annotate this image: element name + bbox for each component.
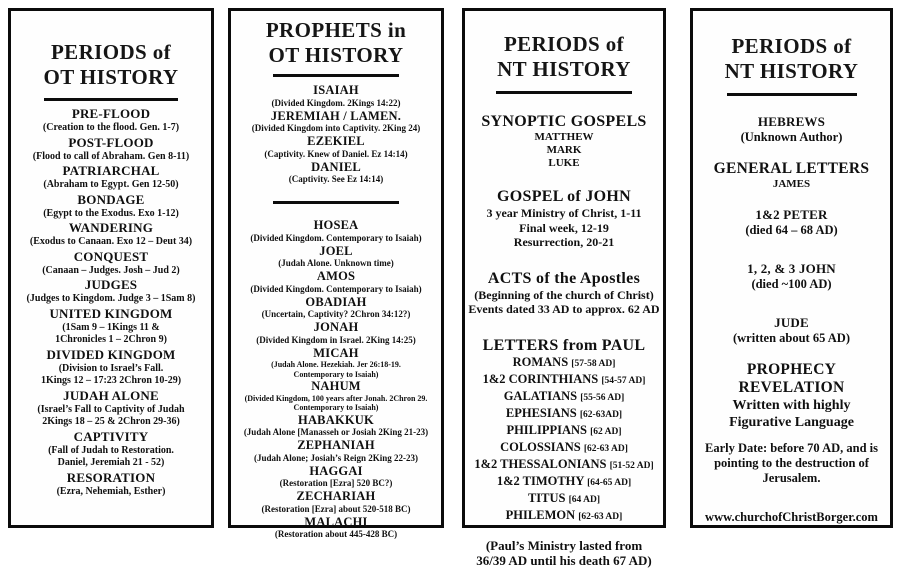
book-date: [54-57 AD]	[601, 375, 646, 386]
entry-heading: WANDERING	[68, 220, 154, 235]
book-name: 1&2 TIMOTHY	[496, 473, 588, 488]
entry-description: (Judah Alone. Hezekiah. Jer 26:18-19.	[271, 360, 401, 369]
panel-title	[465, 11, 663, 82]
entry-heading: NAHUM	[311, 379, 361, 393]
entry-description: (Captivity. See Ez 14:14)	[288, 174, 384, 184]
section-divider	[273, 201, 399, 204]
list-item: MATTHEW	[534, 131, 594, 143]
book-date: [62-63 AD]	[578, 511, 623, 522]
entry-description: (Unknown Author)	[740, 130, 843, 144]
spacer	[465, 250, 663, 269]
entry-heading: UNITED KINGDOM	[49, 305, 173, 321]
panel-title	[11, 11, 211, 90]
entry-description: 1Chronicles 1 – 2Chron 9)	[55, 334, 167, 345]
book-date: [64-65 AD]	[587, 477, 632, 488]
section-heading: GENERAL LETTERS	[713, 160, 870, 177]
entry-heading: CONQUEST	[73, 248, 149, 264]
spacer	[693, 431, 890, 441]
entry-heading: DANIEL	[311, 159, 361, 174]
entry-description: (Canaan – Judges. Josh – Jud 2)	[42, 264, 180, 276]
book-name: ROMANS	[512, 354, 572, 369]
panel-ot-periods	[8, 8, 214, 528]
entry-heading: JUDE	[774, 314, 809, 330]
book-name: 1&2 THESSALONIANS	[474, 456, 610, 471]
spacer	[693, 104, 890, 114]
panel-title-line1: PERIODS of	[50, 40, 172, 64]
panel-title-line2: NT HISTORY	[724, 59, 859, 83]
panel-ot-prophets	[228, 8, 444, 539]
entry-description: (died ~100 AD)	[751, 276, 832, 291]
entry-heading: OBADIAH	[305, 294, 367, 309]
section-divider	[273, 74, 399, 77]
entry-description: (Israel’s Fall to Captivity of Judah	[37, 403, 185, 415]
entry-description: (written about 65 AD)	[732, 330, 850, 345]
panel-body	[693, 93, 890, 525]
entry-heading: 1, 2, & 3 JOHN	[747, 260, 836, 276]
entry-description: (Division to Israel’s Fall.	[58, 362, 164, 374]
book-entry	[465, 423, 663, 440]
entry-description: (Creation to the flood. Gen. 1-7)	[42, 122, 180, 133]
entry-heading: JUDGES	[84, 277, 138, 292]
list-item: JAMES	[772, 178, 811, 190]
book-date: [55-56 AD]	[580, 392, 625, 403]
entry-description: (died 64 – 68 AD)	[745, 222, 838, 237]
list-item: MARK	[546, 144, 582, 156]
panel-title-line2: OT HISTORY	[268, 43, 404, 67]
spacer	[465, 102, 663, 112]
entry-description: (Uncertain, Captivity? 2Chron 34:12?)	[261, 309, 411, 319]
website-url: www.churchofChristBorger.com	[705, 509, 878, 524]
section-heading: PROPHECY	[746, 360, 837, 378]
book-date: [64 AD]	[568, 494, 601, 505]
book-date: [62 AD]	[590, 426, 622, 437]
spacer	[693, 145, 890, 160]
entry-description: (Exodus to Canaan. Exo 12 – Deut 34)	[29, 236, 193, 247]
spacer	[693, 346, 890, 361]
entry-description: (Divided Kingdom. 2Kings 14:22)	[271, 97, 401, 108]
book-name: COLOSSIANS	[500, 439, 584, 454]
section-divider	[727, 93, 857, 96]
section-heading: REVELATION	[738, 378, 845, 396]
entry-description: (Restoration about 445-428 BC)	[274, 529, 398, 539]
book-entry	[465, 440, 663, 457]
entry-heading: ZEPHANIAH	[297, 438, 375, 452]
book-date: [62-63 AD]	[583, 443, 628, 454]
detail-line: 3 year Ministry of Christ, 1-11	[486, 206, 642, 220]
entry-description: (Judah Alone [Manasseh or Josiah 2King 21-23)	[243, 427, 429, 437]
section-subheading: Written with highly	[732, 397, 851, 413]
note-line: 36/39 AD until his death 67 AD)	[476, 553, 652, 568]
entry-description: (Fall of Judah to Restoration.	[48, 444, 174, 456]
section-heading: ACTS of the Apostles	[487, 269, 641, 287]
entry-description: Daniel, Jeremiah 21 - 52)	[57, 457, 165, 468]
note-line: pointing to the destruction of	[714, 455, 869, 470]
panel-body	[231, 74, 441, 540]
entry-heading: HAGGAI	[309, 463, 363, 478]
book-name: PHILEMON	[505, 507, 579, 522]
entry-description: (Divided Kingdom. Contemporary to Isaiah)	[250, 283, 422, 294]
entry-description: (Flood to call of Abraham. Gen 8-11)	[32, 150, 190, 162]
entry-description: (Judges to Kingdom. Judge 3 – 1Sam 8)	[26, 293, 196, 304]
entry-description: (Egypt to the Exodus. Exo 1-12)	[43, 207, 179, 219]
entry-heading: AMOS	[316, 269, 356, 283]
entry-description: (Divided Kingdom, 100 years after Jonah. 2Chron 29.	[244, 393, 428, 403]
entry-description: 2Kings 18 – 25 & 2Chron 29-36)	[42, 416, 180, 427]
panel-body	[11, 98, 211, 498]
panel-title-line2: NT HISTORY	[497, 57, 631, 81]
spacer	[465, 525, 663, 538]
entry-heading: 1&2 PETER	[755, 206, 828, 222]
entry-description: (Judah Alone. Unknown time)	[278, 258, 394, 268]
entry-heading: JEREMIAH / LAMEN.	[270, 108, 402, 123]
entry-heading: MALACHI	[304, 514, 368, 529]
spacer	[693, 292, 890, 315]
book-entry	[465, 474, 663, 491]
panel-title-line1: PERIODS of	[731, 34, 852, 58]
list-item: LUKE	[548, 157, 580, 169]
entry-description: Contemporary to Isaiah)	[293, 403, 379, 412]
section-divider	[44, 98, 178, 101]
book-name: GALATIANS	[503, 388, 581, 403]
entry-heading: DIVIDED KINGDOM	[46, 346, 176, 362]
book-date: [51-52 AD]	[609, 460, 654, 471]
section-heading: SYNOPTIC GOSPELS	[481, 113, 647, 130]
book-name: TITUS	[527, 490, 569, 505]
entry-description: (Judah Alone; Josiah’s Reign 2King 22-23)	[254, 452, 418, 463]
entry-description: (Restoration [Ezra] about 520-518 BC)	[261, 503, 411, 514]
entry-heading: JUDAH ALONE	[63, 387, 159, 403]
book-name: PHILIPPIANS	[506, 422, 591, 437]
section-divider	[496, 91, 632, 94]
book-date: [62-63AD]	[579, 409, 623, 420]
entry-heading: ISAIAH	[313, 83, 359, 97]
entry-description: Contemporary to Isaiah)	[293, 369, 379, 379]
entry-description: (Restoration [Ezra] 520 BC?)	[279, 478, 393, 488]
book-entry	[465, 372, 663, 389]
entry-heading: HOSEA	[313, 218, 359, 232]
spacer	[693, 486, 890, 510]
spacer	[231, 210, 441, 218]
section-subheading: Figurative Language	[729, 414, 854, 430]
section-heading: LETTERS from PAUL	[482, 336, 646, 354]
book-entry	[465, 457, 663, 474]
book-entry	[465, 389, 663, 406]
panel-body	[465, 91, 663, 569]
book-date: [57-58 AD]	[571, 358, 616, 369]
entry-heading: CAPTIVITY	[73, 428, 149, 444]
book-entry	[465, 406, 663, 423]
note-line: Jerusalem.	[762, 470, 821, 485]
note-line: (Paul’s Ministry lasted from	[485, 537, 643, 553]
spacer	[465, 317, 663, 336]
entry-heading: HEBREWS	[757, 114, 826, 129]
spacer	[231, 185, 441, 195]
section-heading: GOSPEL of JOHN	[497, 188, 631, 205]
entry-heading: HABAKKUK	[298, 412, 374, 427]
spacer	[693, 192, 890, 207]
entry-heading: BONDAGE	[77, 191, 145, 207]
panel-title-line1: PERIODS of	[503, 32, 625, 56]
entry-heading: MICAH	[313, 345, 359, 360]
detail-line: Resurrection, 20-21	[513, 235, 615, 249]
panel-title	[231, 11, 441, 68]
entry-description: (Divided Kingdom. Contemporary to Isaiah)	[250, 232, 422, 243]
panel-nt-periods-2	[690, 8, 893, 528]
entry-heading: PATRIARCHAL	[62, 163, 160, 178]
panel-title	[693, 11, 890, 84]
entry-description: (Divided Kingdom in Israel. 2King 14:25)	[256, 334, 416, 345]
book-entry	[465, 508, 663, 525]
entry-heading: POST-FLOOD	[68, 134, 154, 150]
note-line: Early Date: before 70 AD, and is	[704, 440, 879, 455]
entry-heading: EZEKIEL	[307, 134, 365, 148]
entry-description: (Divided Kingdom into Captivity. 2King 24)	[251, 123, 421, 133]
entry-description: (Abraham to Egypt. Gen 12-50)	[43, 179, 179, 190]
detail-line: Final week, 12-19	[519, 220, 609, 235]
entry-description: (Ezra, Nehemiah, Esther)	[56, 485, 166, 497]
detail-line: Events dated 33 AD to approx. 62 AD	[468, 302, 660, 316]
panel-title-line2: OT HISTORY	[43, 65, 179, 89]
book-name: EPHESIANS	[505, 405, 580, 420]
entry-heading: ZECHARIAH	[296, 489, 376, 503]
entry-heading: PRE-FLOOD	[71, 106, 151, 121]
book-name: 1&2 CORINTHIANS	[482, 371, 602, 386]
detail-line: (Beginning of the church of Christ)	[474, 287, 654, 302]
spacer	[693, 238, 890, 261]
entry-heading: JOEL	[319, 243, 353, 258]
book-entry	[465, 491, 663, 508]
entry-heading: RESORATION	[66, 469, 156, 485]
book-entry	[465, 355, 663, 372]
entry-description: 1Kings 12 – 17:23 2Chron 10-29)	[40, 375, 182, 386]
entry-heading: JONAH	[313, 320, 359, 334]
spacer	[465, 170, 663, 187]
panel-nt-periods-1	[462, 8, 666, 568]
entry-description: (1Sam 9 – 1Kings 11 &	[62, 321, 160, 333]
entry-description: (Captivity. Knew of Daniel. Ez 14:14)	[264, 148, 408, 159]
panel-title-line1: PROPHETS in	[265, 18, 407, 42]
